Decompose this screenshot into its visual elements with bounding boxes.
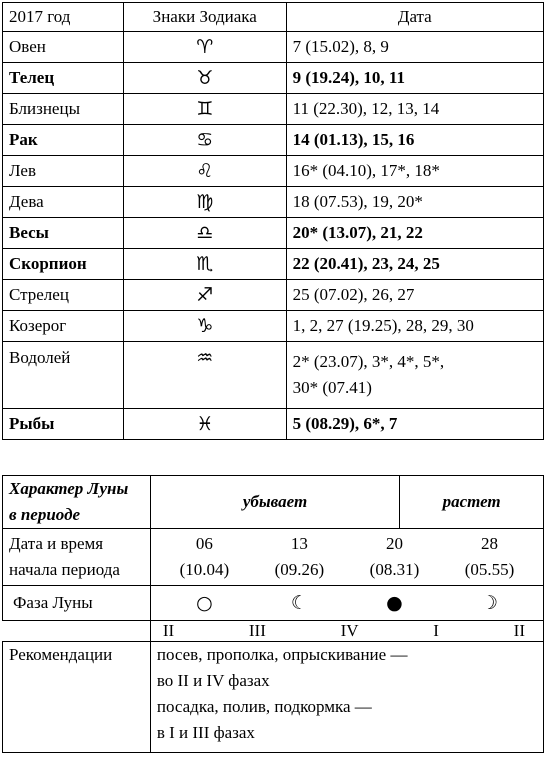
zodiac-sign-icon: ♉︎ <box>123 63 286 94</box>
zodiac-table <box>2 2 544 440</box>
zodiac-row <box>3 311 544 342</box>
datetime-item <box>252 531 347 583</box>
full-moon-icon: ○ <box>196 592 213 614</box>
zodiac-row <box>3 409 544 440</box>
sign-date-line: 5 (08.29), 6*, 7 <box>292 414 398 433</box>
zodiac-header-row <box>3 3 544 32</box>
sign-date-line: 20* (13.07), 21, 22 <box>292 223 423 242</box>
sign-name: Рак <box>3 125 124 156</box>
waxing-header: растет <box>400 476 544 529</box>
zodiac-row <box>3 63 544 94</box>
sign-name: Близнецы <box>3 94 124 125</box>
sign-name: Скорпион <box>3 249 124 280</box>
zodiac-row <box>3 32 544 63</box>
zodiac-sign-icon: ♊︎ <box>123 94 286 125</box>
datetime-values <box>150 529 543 586</box>
sign-name: Водолей <box>3 342 124 409</box>
datetime-item <box>347 531 442 583</box>
roman-row <box>3 621 544 642</box>
datetime-time: (05.55) <box>464 560 515 579</box>
waning-header: убывает <box>150 476 399 529</box>
phase-number: IV <box>340 621 359 640</box>
zodiac-sign-icon: ♍︎ <box>123 187 286 218</box>
datetime-day: 13 <box>290 534 308 553</box>
zodiac-row <box>3 218 544 249</box>
phase-number: II <box>513 621 525 640</box>
sign-date-line: 1, 2, 27 (19.25), 28, 29, 30 <box>292 316 474 335</box>
sign-date-line: 7 (15.02), 8, 9 <box>292 37 389 56</box>
recommendation-line: во II и IV фазах <box>156 671 270 690</box>
sign-dates <box>286 311 543 342</box>
sign-name: Козерог <box>3 311 124 342</box>
header-date: Дата <box>286 3 543 32</box>
recommendations-label: Рекомендации <box>3 642 151 753</box>
datetime-item <box>442 531 537 583</box>
sign-dates <box>286 63 543 94</box>
phase-label: Фаза Луны <box>3 586 151 621</box>
zodiac-row <box>3 280 544 311</box>
zodiac-sign-icon: ♑︎ <box>123 311 286 342</box>
zodiac-sign-icon: ♈︎ <box>123 32 286 63</box>
datetime-day: 06 <box>195 534 213 553</box>
zodiac-body <box>3 32 544 440</box>
sign-name: Рыбы <box>3 409 124 440</box>
moon-header-row <box>3 476 544 529</box>
zodiac-sign-icon: ♒︎ <box>123 342 286 409</box>
sign-dates <box>286 280 543 311</box>
datetime-time: (10.04) <box>179 560 230 579</box>
sign-date-line: 11 (22.30), 12, 13, 14 <box>292 99 440 118</box>
sign-date-line: 16* (04.10), 17*, 18* <box>292 161 440 180</box>
sign-date-line: 22 (20.41), 23, 24, 25 <box>292 254 440 273</box>
sign-dates <box>286 409 543 440</box>
sign-dates <box>286 94 543 125</box>
sign-date-line: 30* (07.41) <box>292 378 372 397</box>
phase-grid <box>157 593 537 613</box>
sign-dates <box>286 125 543 156</box>
sign-date-line: 18 (07.53), 19, 20* <box>292 192 423 211</box>
datetime-item <box>157 531 252 583</box>
sign-date-line: 9 (19.24), 10, 11 <box>292 68 405 87</box>
waxing-moon-icon: ☽ <box>480 592 499 614</box>
datetime-row <box>3 529 544 586</box>
zodiac-row <box>3 94 544 125</box>
zodiac-row <box>3 187 544 218</box>
sign-dates <box>286 32 543 63</box>
datetime-time: (09.26) <box>274 560 325 579</box>
sign-dates <box>286 156 543 187</box>
sign-date-line: 14 (01.13), 15, 16 <box>292 130 415 149</box>
datetime-day: 28 <box>481 534 498 553</box>
sign-name: Овен <box>3 32 124 63</box>
zodiac-sign-icon: ♎︎ <box>123 218 286 249</box>
header-year: 2017 год <box>3 3 124 32</box>
zodiac-row <box>3 156 544 187</box>
sign-dates <box>286 218 543 249</box>
recommendations-row <box>3 642 544 753</box>
zodiac-row <box>3 249 544 280</box>
datetime-time: (08.31) <box>369 560 420 579</box>
zodiac-sign-icon: ♋︎ <box>123 125 286 156</box>
sign-dates <box>286 249 543 280</box>
sign-name: Стрелец <box>3 280 124 311</box>
header-signs: Знаки Зодиака <box>123 3 286 32</box>
zodiac-sign-icon: ♌︎ <box>123 156 286 187</box>
phase-icons-cell <box>150 586 543 621</box>
recommendation-line: посадка, полив, подкормка — <box>156 697 372 716</box>
sign-date-line: 25 (07.02), 26, 27 <box>292 285 415 304</box>
datetime-day: 20 <box>385 534 403 553</box>
sign-dates <box>286 342 543 409</box>
datetime-label-line-1: Дата и время <box>9 534 104 553</box>
sign-name: Дева <box>3 187 124 218</box>
zodiac-row <box>3 342 544 409</box>
zodiac-sign-icon: ♐︎ <box>123 280 286 311</box>
sign-name: Весы <box>3 218 124 249</box>
zodiac-row <box>3 125 544 156</box>
moon-table <box>2 475 544 753</box>
roman-cell <box>150 621 543 642</box>
new-moon-icon: ● <box>386 592 403 614</box>
moon-character-label <box>3 476 151 529</box>
recommendations-lines <box>157 642 537 746</box>
phase-number: II <box>162 621 175 640</box>
recommendation-line: в I и III фазах <box>156 723 255 742</box>
moon-character-line-1: Характер Луны <box>9 479 129 498</box>
roman-grid <box>163 622 525 640</box>
zodiac-sign-icon: ♏︎ <box>123 249 286 280</box>
roman-blank <box>3 621 151 642</box>
datetime-label-line-2: начала периода <box>9 560 120 579</box>
moon-character-line-2: в периоде <box>9 505 81 524</box>
phase-number: I <box>433 621 439 640</box>
datetime-grid <box>157 531 537 583</box>
waning-moon-icon: ☾ <box>290 592 308 614</box>
recommendations-cell <box>150 642 543 753</box>
phase-number: III <box>248 621 266 640</box>
datetime-label <box>3 529 151 586</box>
sign-date-line: 2* (23.07), 3*, 4*, 5*, <box>292 352 445 371</box>
zodiac-sign-icon: ♓︎ <box>123 409 286 440</box>
sign-dates <box>286 187 543 218</box>
phase-row <box>3 586 544 621</box>
recommendation-line: посев, прополка, опрыскивание — <box>156 645 408 664</box>
sign-name: Лев <box>3 156 124 187</box>
sign-name: Телец <box>3 63 124 94</box>
